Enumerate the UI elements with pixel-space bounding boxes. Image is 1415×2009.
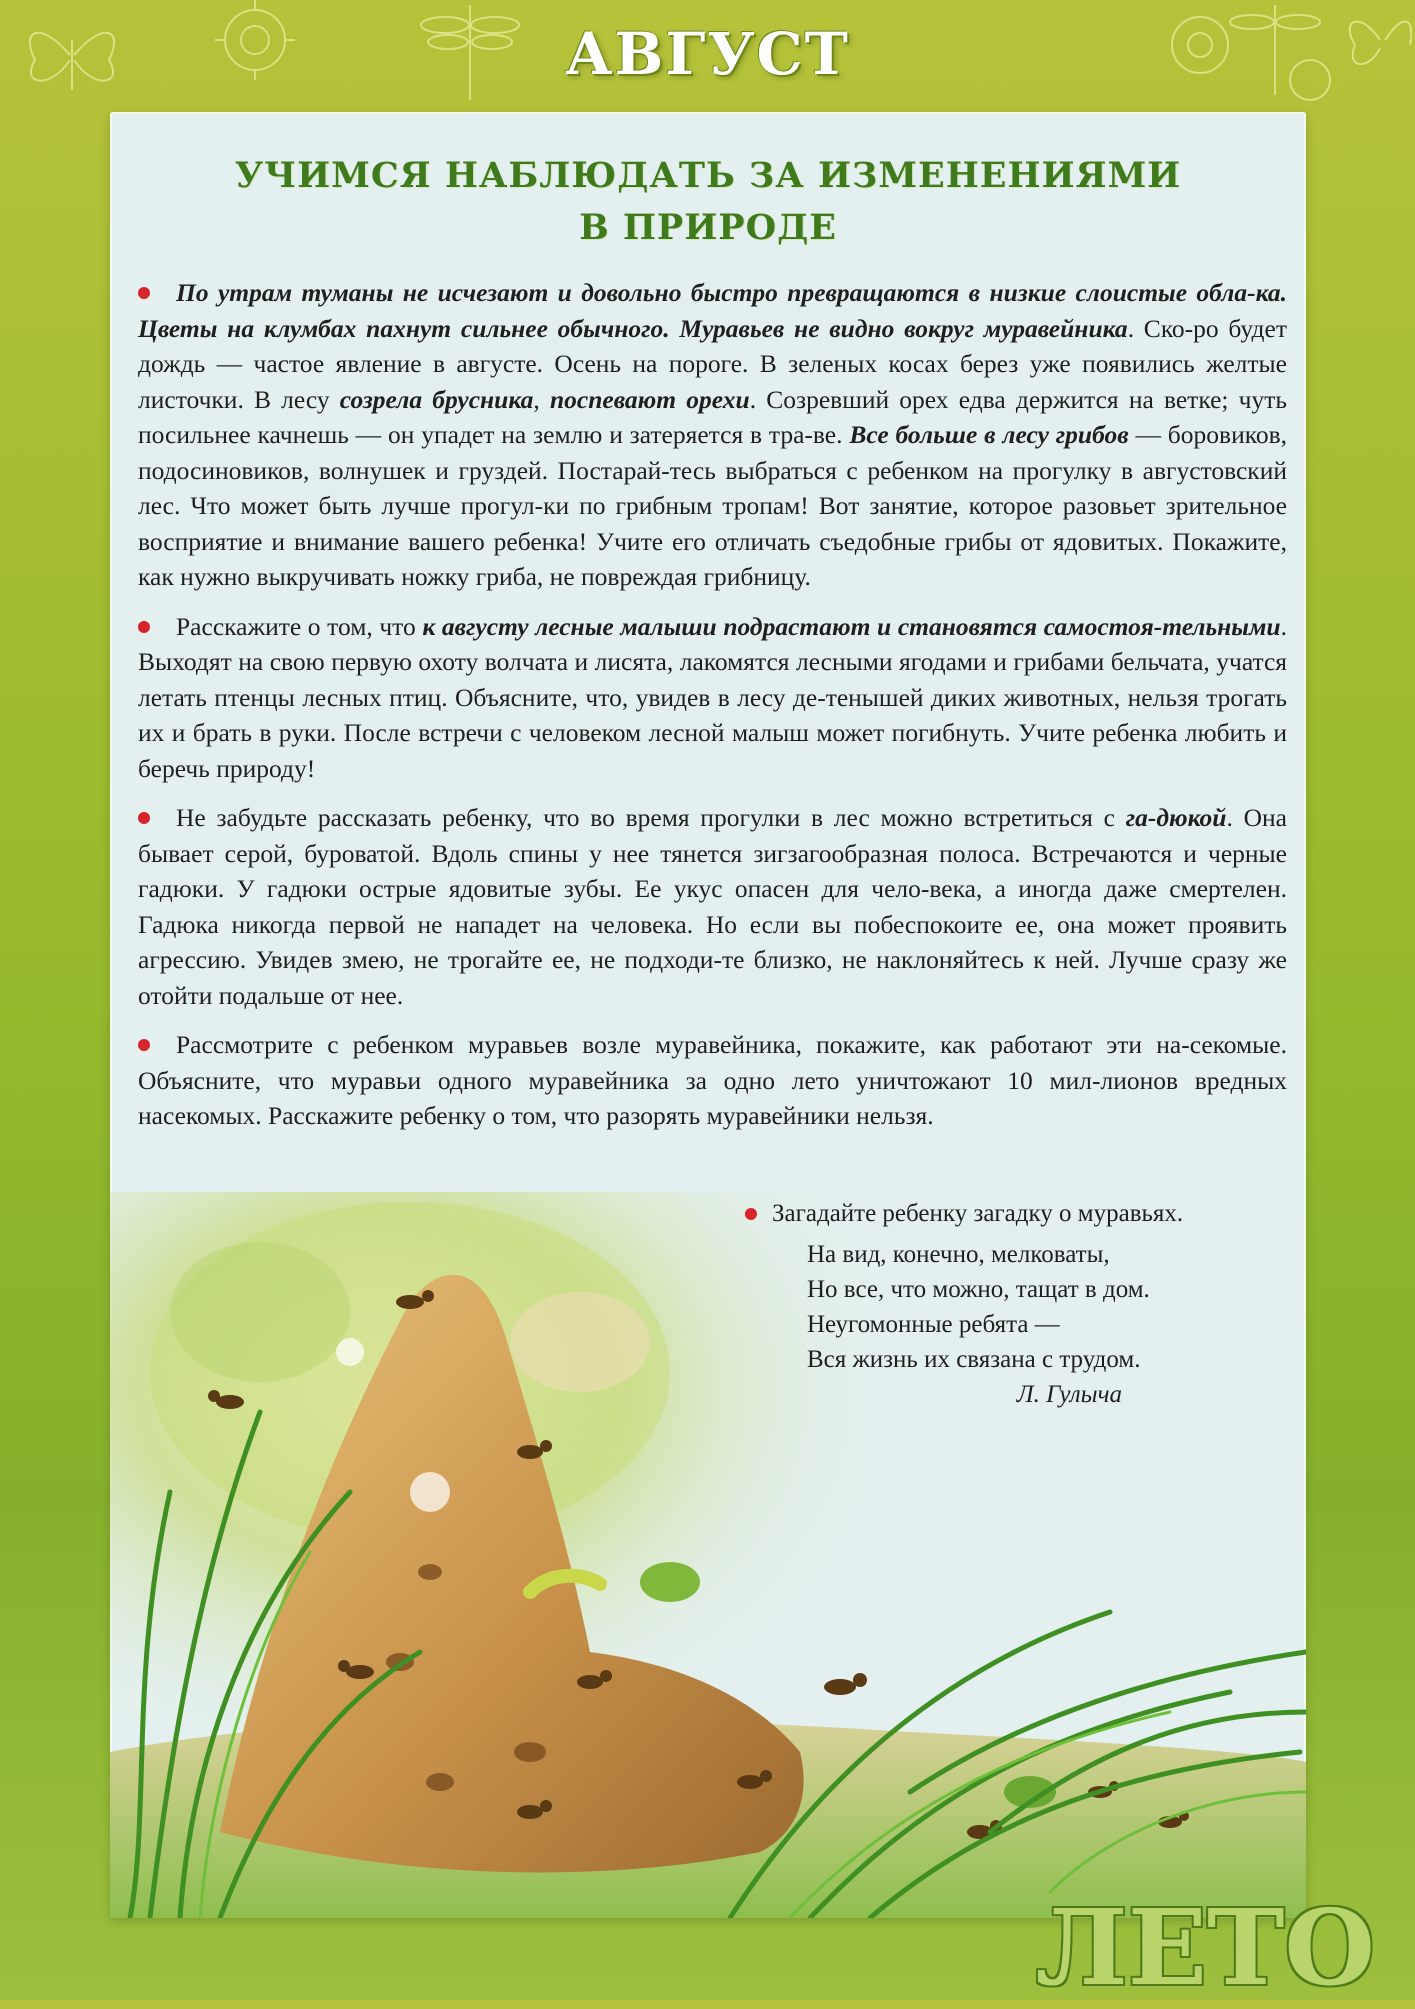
poem-line: На вид, конечно, мелковаты, <box>807 1241 1110 1268</box>
bullet-icon <box>138 812 150 824</box>
text-run: По утрам туманы не исчезают и довольно быстро превращаются в низкие слоистые обла-ка. Цветы на клумбах пахнут сильнее обычного. Муравьев не видно вокруг муравейника <box>138 278 1287 343</box>
text-run: . Созревший орех едва держится на ветке; чуть посильнее качнешь — он упадет на землю и затеряется в тра-ве. <box>138 384 1287 449</box>
paragraph <box>124 1027 1287 1134</box>
text-run: к августу лесные малыши подрастают и становятся самостоя-тельными <box>422 611 1281 641</box>
poem-line: Неугомонные ребята — <box>807 1311 1060 1338</box>
bullet-icon <box>138 287 150 299</box>
text-run: созрела брусника <box>339 384 534 414</box>
content-panel <box>110 112 1306 1918</box>
text-run: — боровиков, подосиновиков, волнушек и груздей. Постарай-тесь выбраться с ребенком на прогулку в августовский лес. Что может быть лучше прогул-ки по грибным тропам! Вот занятие, которое разовьет зрительное восприятие и внимание вашего ребенка! Учите его отличать съедобные грибы от ядовитых. Покажите, как нужно выкручивать ножку гриба, не повреждая грибницу. <box>138 420 1287 591</box>
riddle-intro-text: Загадайте ребенку загадку о муравьях. <box>772 1200 1184 1227</box>
body-text <box>124 275 1287 1148</box>
poem-author: Л. Гулыча <box>1016 1381 1122 1408</box>
month-title: АВГУСТ <box>565 20 850 88</box>
bullet-icon <box>745 1208 757 1220</box>
text-run: Не забудьте рассказать ребенку, что во время прогулки в лес можно встретиться с <box>176 803 1126 832</box>
text-run: . Она бывает серой, буроватой. Вдоль спины у нее тянется зигзагообразная полоса. Встречаются и черные гадюки. У гадюки острые ядовитые зубы. Ее укус опасен для чело-века, а иногда даже смертелен. Гадюка никогда первой не нападет на человека. Но если вы побеспокоите ее, она может проявить агрессию. Увидев змею, не трогайте ее, не подходи-те близко, не наклоняйтесь к ней. Лучше сразу же отойти подальше от нее. <box>138 803 1287 1010</box>
page-heading <box>110 150 1306 254</box>
paragraph <box>124 609 1287 787</box>
text-run: . Выходят на свою первую охоту волчата и лисята, лакомятся лесными ягодами и грибами бельчата, учатся летать птенцы лесных птиц. Объясните, что, увидев в лесу де-тенышей диких животных, нельзя трогать их и брать в руки. После встречи с человеком лесной малыш может погибнуть. Учите ребенка любить и беречь природу! <box>138 611 1287 783</box>
paragraph <box>124 800 1287 1013</box>
text-run: . Ско-ро будет дождь — частое явление в августе. Осень на пороге. В зеленых косах берез уже появились желтые листочки. В лесу <box>138 313 1287 414</box>
text-run: Рассмотрите с ребенком муравьев возле муравейника, покажите, как работают эти на-секомые. Объясните, что муравьи одного муравейника за одно лето уничтожают 10 мил-лионов вредных насекомых. Расскажите ребенку о том, что разорять муравейники нельзя. <box>138 1030 1287 1130</box>
heading-line-1: УЧИМСЯ НАБЛЮДАТЬ ЗА ИЗМЕНЕНИЯМИ <box>234 155 1182 196</box>
poem-line: Но все, что можно, тащат в дом. <box>807 1276 1150 1303</box>
text-run: Расскажите о том, что <box>176 611 423 641</box>
riddle-poem <box>742 1237 1262 1412</box>
season-label: ЛЕТО <box>1035 1886 1375 2009</box>
riddle-block <box>742 1196 1262 1412</box>
text-run: Все больше в лесу грибов <box>849 420 1129 449</box>
poem-line: Вся жизнь их связана с трудом. <box>807 1346 1141 1373</box>
heading-line-2: В ПРИРОДЕ <box>579 207 837 248</box>
paragraph <box>124 275 1287 595</box>
bullet-icon <box>138 1039 150 1051</box>
text-run: га-дюкой <box>1125 803 1227 832</box>
bullet-icon <box>138 621 150 633</box>
riddle-intro <box>742 1196 1262 1231</box>
text-run: поспевают орехи <box>549 384 750 414</box>
text-run: , <box>533 384 550 414</box>
